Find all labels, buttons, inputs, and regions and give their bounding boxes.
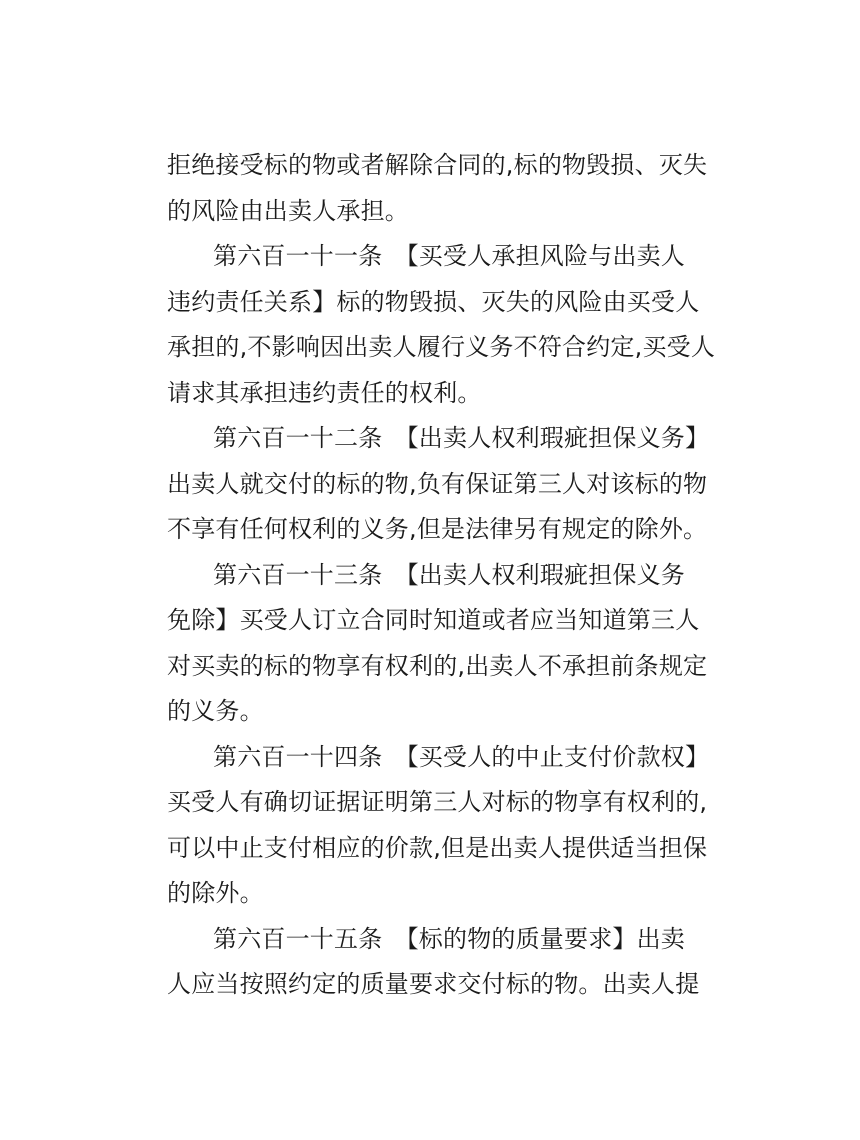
text-line: 免除】买受人订立合同时知道或者应当知道第三人: [167, 606, 700, 634]
text-line: 的风险由出卖人承担。: [167, 196, 409, 225]
article-615-heading: 第六百一十五条 【标的物的质量要求】出卖: [213, 924, 685, 953]
text-line: 不享有任何权利的义务,但是法律另有规定的除外。: [167, 515, 708, 543]
text-line: 违约责任关系】标的物毁损、灭失的风险由买受人: [167, 287, 700, 316]
text-line: 拒绝接受标的物或者解除合同的,标的物毁损、灭失: [167, 151, 708, 179]
text-line: 承担的,不影响因出卖人履行义务不符合约定,买受人: [167, 333, 716, 361]
text-line: 请求其承担违约责任的权利。: [167, 378, 482, 407]
article-613-heading: 第六百一十三条 【出卖人权利瑕疵担保义务: [213, 560, 685, 589]
article-614-heading: 第六百一十四条 【买受人的中止支付价款权】: [213, 742, 710, 771]
text-line: 的除外。: [167, 879, 264, 907]
article-612-heading: 第六百一十二条 【出卖人权利瑕疵担保义务】: [213, 424, 710, 452]
text-line: 对买卖的标的物享有权利的,出卖人不承担前条规定: [167, 651, 708, 680]
text-line: 人应当按照约定的质量要求交付标的物。出卖人提: [167, 970, 700, 998]
article-611-heading: 第六百一十一条 【买受人承担风险与出卖人: [213, 242, 685, 270]
text-line: 出卖人就交付的标的物,负有保证第三人对该标的物: [167, 469, 708, 498]
text-line: 可以中止支付相应的价款,但是出卖人提供适当担保: [167, 833, 708, 862]
text-line: 买受人有确切证据证明第三人对标的物享有权利的,: [167, 788, 708, 816]
text-line: 的义务。: [167, 697, 264, 725]
document-body: [167, 143, 727, 1008]
